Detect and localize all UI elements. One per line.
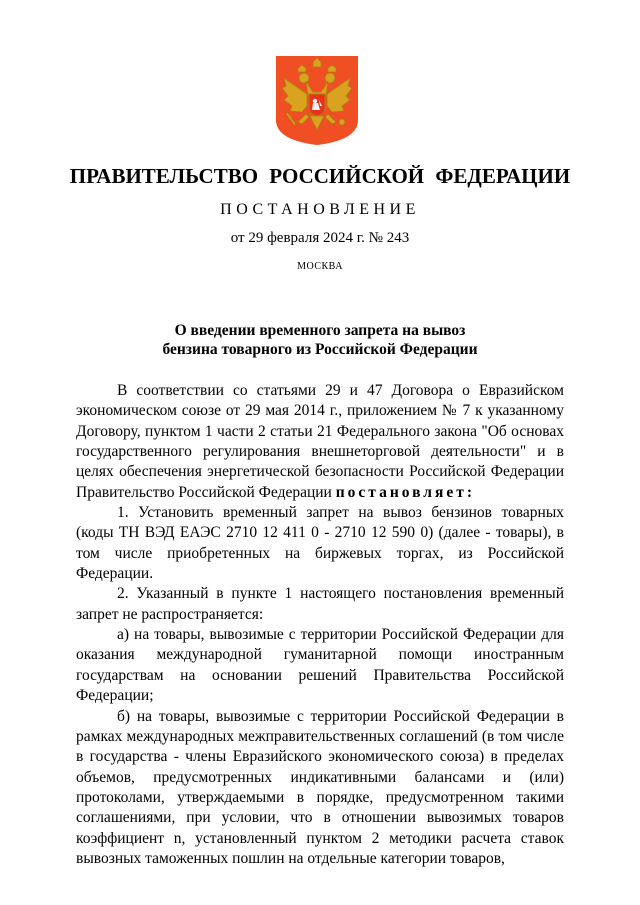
document-date-number: от 29 февраля 2024 г. № 243: [230, 230, 410, 246]
document-body: [76, 381, 564, 869]
government-title: ПРАВИТЕЛЬСТВО РОССИЙСКОЙ ФЕДЕРАЦИИ: [69, 164, 571, 188]
document-city: МОСКВА: [297, 261, 343, 272]
heading-line-2: бензина товарного из Российской Федерации: [162, 341, 478, 358]
preamble-text: В соответствии со статьями 29 и 47 Договора о Евразийском экономическом союзе от 29 мая 2014 г., приложением № 7 к указанному Договору, пунктом 1 части 2 статьи 21 Федерального закона "Об основах государственного регулирования внешнеторговой деятельности" и в целях обеспечения энергетической безопасности Российской Федерации Правительство Российской Федерации: [76, 382, 564, 501]
resolution-keyword: постановляет:: [335, 483, 476, 501]
emblem-icon: [276, 56, 358, 145]
paragraph-2b: б) на товары, вывозимые с территории Российской Федерации в рамках международных межправительственных соглашений (в том числе в государства - члены Евразийского экономического союза) в пределах объемов, предусмотренных индикативными балансами и (или) протоколами, утверждаемыми в порядке, предусмотренном такими соглашениями, при условии, что в отношении вывозимых товаров коэффициент n, установленный пунктом 2 методики расчета ставок вывозных таможенных пошлин на отдельные категории товаров,: [76, 707, 564, 867]
paragraph-1: 1. Установить временный запрет на вывоз бензинов товарных (коды ТН ВЭД ЕАЭС 2710 12 411 0 - 2710 12 590 0) (далее - товары), в том числе приобретенных на биржевых торгах, из Российской Федерации.: [76, 504, 564, 583]
paragraph-2: 2. Указанный в пункте 1 настоящего постановления временный запрет не распространяется:: [76, 585, 564, 623]
paragraph-preamble: [76, 381, 564, 503]
heading-line-1: О введении временного запрета на вывоз: [174, 322, 466, 339]
document-heading: [0, 321, 640, 359]
document-type: ПОСТАНОВЛЕНИЕ: [220, 201, 420, 218]
paragraph-2a: а) на товары, вывозимые с территории Российской Федерации для оказания международной гуманитарной помощи иностранным государствам на основании решений Правительства Российской Федерации;: [76, 626, 564, 705]
